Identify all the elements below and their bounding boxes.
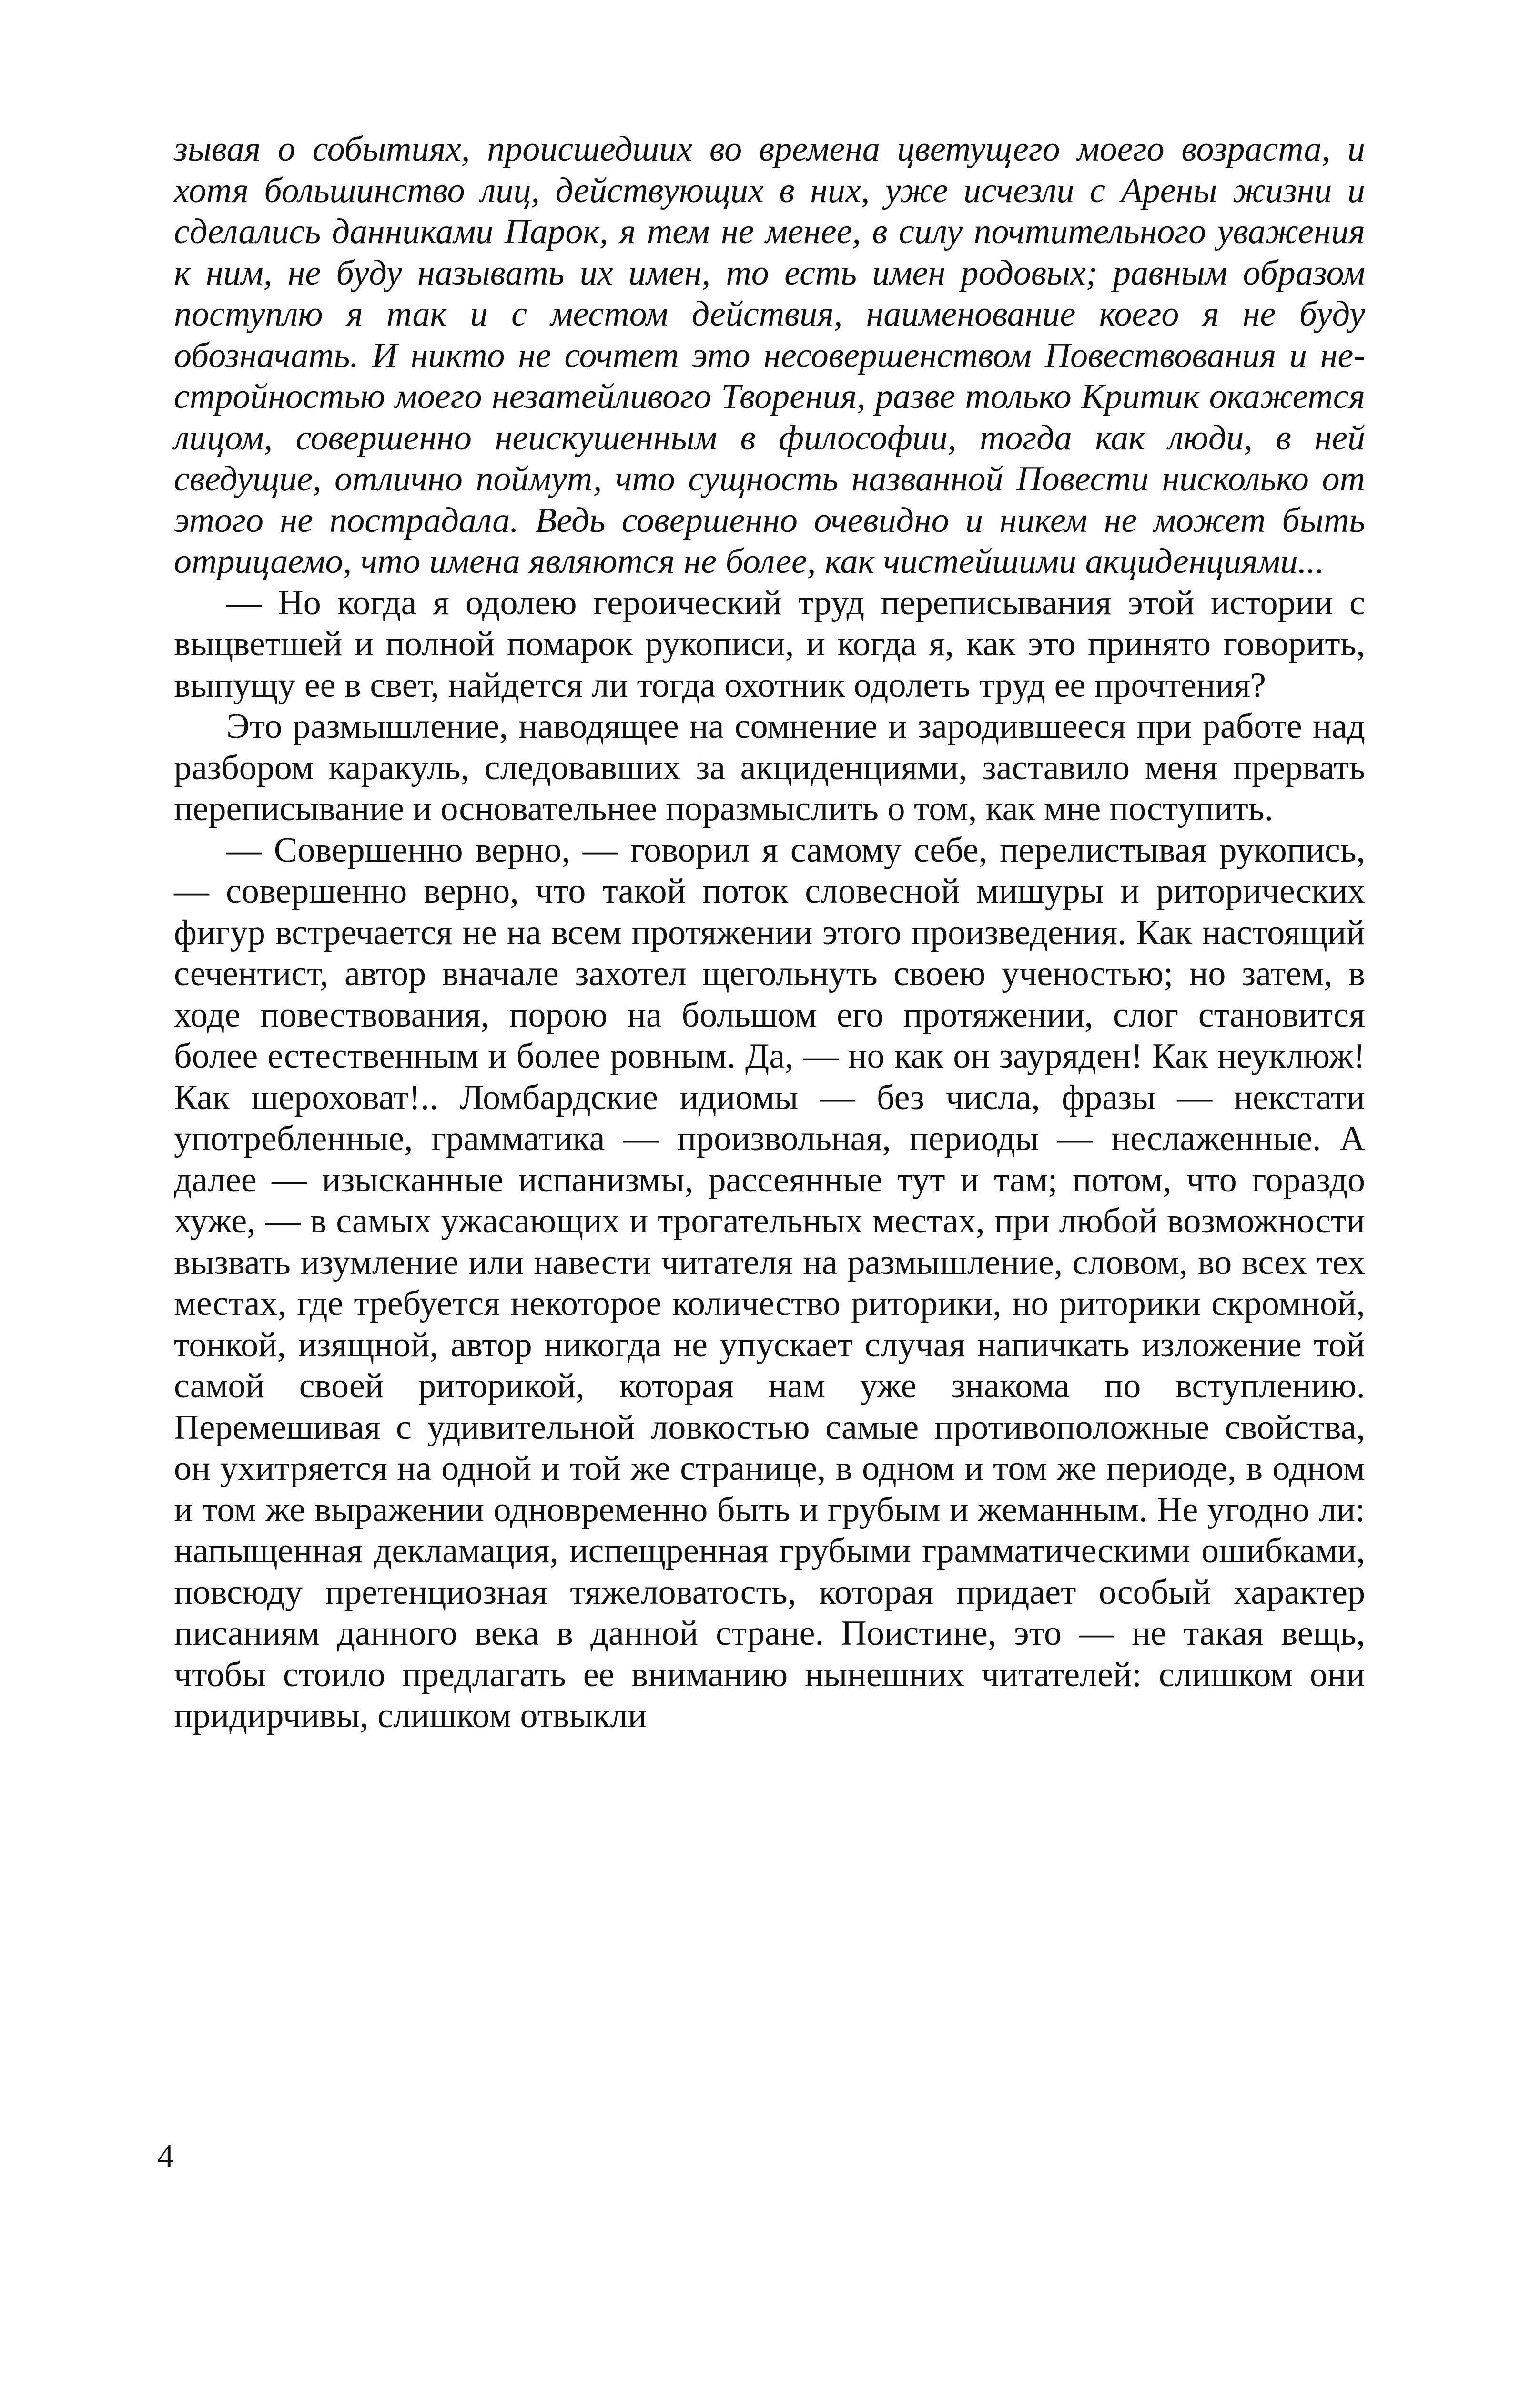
paragraph-intro-italic: зывая о событиях, происшедших во времена цветущего моего возраста, и хотя большинство лиц, действующих в них, уже исчезли с Арены жизни и сделались данниками Парок, я тем не менее, в силу почтительного уважения к ним, не буду называть их имен, то есть имен родовых; равным образом поступлю я так и с местом действия, наименование коего я не буду обозначать. И никто не сочтет это несовершенством Повествования и нестройностью моего незатейливого Творения, разве только Критик окажется лицом, совершенно неискушенным в философии, тогда как люди, в ней сведущие, отлично поймут, что сущность названной Повести нисколько от этого не пострадала. Ведь совершенно очевидно и никем не может быть отрицаемо, что имена являются не более, как чистейшими акциденциями...	[174, 130, 1365, 581]
page-number: 4	[157, 2138, 174, 2175]
body-text	[174, 129, 1365, 1737]
paragraph-critique: — Совершенно верно, — говорил я самому себе, перелистывая рукопись, — совершенно верно, что такой поток словесной мишуры и риторических фигур встречается не на всем протяжении этого произведения. Как настоящий сечентист, автор вначале захотел щегольнуть своею ученостью; но затем, в ходе повествования, порою на большом его протяжении, слог становится более естественным и более ровным. Да, — но как он зауряден! Как неуклюж! Как шероховат!.. Ломбардские идиомы — без числа, фразы — некстати употребленные, грамматика — произвольная, периоды — неслаженные. А далее — изысканные испанизмы, рассеянные тут и там; потом, что гораздо хуже, — в самых ужасающих и трогательных местах, при любой возможности вызвать изумление или навести читателя на размышление, словом, во всех тех местах, где требуется некоторое количество риторики, но риторики скромной, тонкой, изящной, автор никогда не упускает случая напичкать изложение той самой своей риторикой, которая нам уже знакома по вступлению. Перемешивая с удивительной ловкостью самые противоположные свойства, он ухитряется на одной и той же странице, в одном и том же периоде, в одном и том же выражении одновременно быть и грубым и жеманным. Не угодно ли: напыщенная декламация, испещренная грубыми грамматическими ошибками, повсюду претенциозная тяжеловатость, которая придает особый характер писаниям данного века в данной стране. Поистине, это — не такая вещь, чтобы стоило предлагать ее вниманию нынешних читателей: слишком они придирчивы, слишком отвыкли	[174, 830, 1365, 1735]
paragraph-reflection: Это размышление, наводящее на сомнение и зародившееся при работе над разбором каракуль, следовавших за акциденциями, заставило меня прервать переписывание и основательнее поразмыслить о том, как мне поступить.	[174, 707, 1365, 828]
paragraph-question: — Но когда я одолею героический труд переписывания этой истории с выцветшей и полной помарок рукописи, и когда я, как это принято говорить, выпущу ее в свет, найдется ли тогда охотник одолеть труд ее прочтения?	[174, 583, 1365, 705]
